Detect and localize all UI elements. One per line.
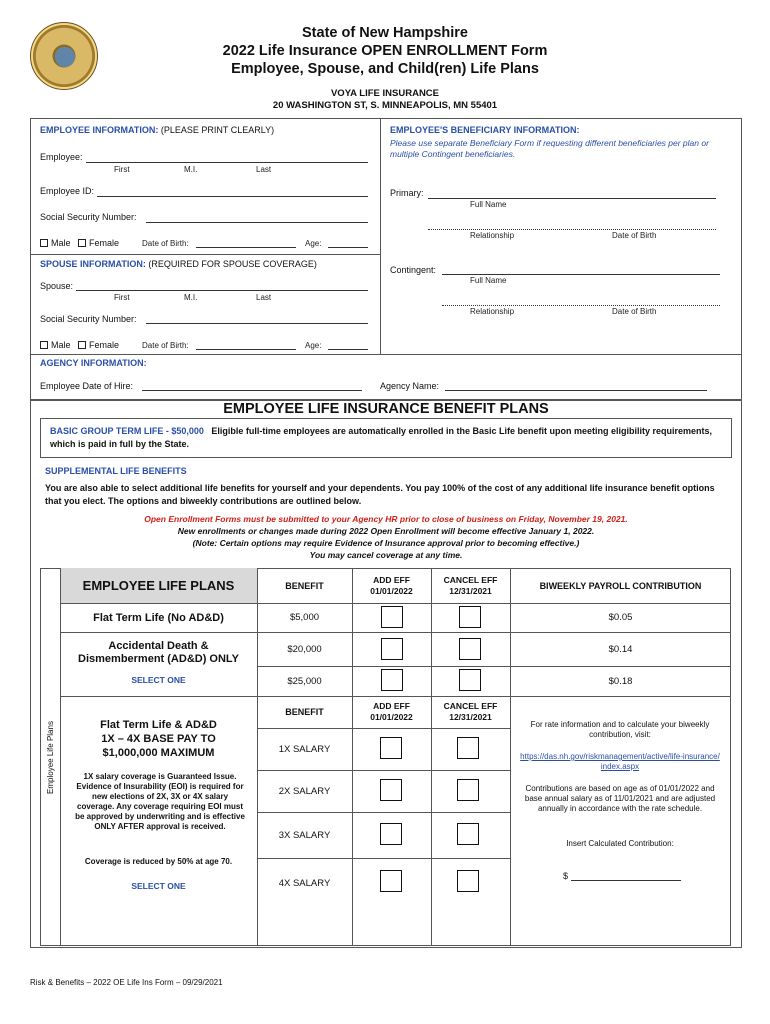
spouse-info-heading: SPOUSE INFORMATION: (REQUIRED FOR SPOUSE COVERAGE): [40, 259, 317, 269]
female-checkbox: [78, 239, 86, 247]
col-contrib-header: BIWEEKLY PAYROLL CONTRIBUTION: [539, 580, 702, 591]
combo-note: 1X salary coverage is Guaranteed Issue. Evidence of Insurability (EOI) is required for new elections of 2X, 3X or 4X salary coverage. Any coverage requiring EOI must be approved by underwriting and is effective ONLY AFTER approval is received.: [75, 772, 245, 831]
mi-caption: M.I.: [184, 165, 198, 174]
ssn-label: Social Security Number:: [40, 212, 137, 222]
eoi-note: (Note: Certain options may require Evidence of Insurance approval prior to becoming effective.): [192, 538, 580, 548]
spouse-female-checkbox: [78, 341, 86, 349]
salary-2x: 2X SALARY: [278, 785, 331, 797]
employee-id-field[interactable]: [97, 196, 368, 197]
x1-cancel-checkbox[interactable]: [457, 737, 479, 759]
flat-term-label: Flat Term Life (No AD&D): [93, 611, 224, 624]
col-cancel-header: CANCEL EFF 12/31/2021: [443, 574, 498, 596]
spouse-age-label: Age:: [305, 341, 322, 350]
spouse-name-label: Spouse:: [40, 281, 74, 291]
footer: Risk & Benefits – 2022 OE Life Ins Form – 09/29/2021: [30, 978, 223, 987]
agency-name-field[interactable]: [445, 390, 707, 391]
combo-cancel-header: CANCEL EFF 12/31/2021: [443, 701, 498, 722]
dob-caption-2: Date of Birth: [612, 307, 657, 316]
combo-benefit-header: BENEFIT: [285, 707, 324, 717]
spouse-male-checkbox: [40, 341, 48, 349]
add2-cancel-checkbox[interactable]: [459, 669, 481, 691]
deadline-note: Open Enrollment Forms must be submitted to your Agency HR prior to close of business on Friday, November 19, 2021.: [144, 514, 628, 524]
basic-life-text: BASIC GROUP TERM LIFE - $50,000 Eligible full-time employees are automatically enrolled in the Basic Life benefit upon meeting eligibility requirements, which is paid in full by the State.: [50, 426, 713, 449]
contrib-basis: Contributions are based on age as of 01/01/2022 and base annual salary as of 11/01/2021 and are adjusted annually in accordance with the rate schedule.: [524, 784, 716, 813]
employee-name-field[interactable]: [86, 162, 368, 163]
form-title: State of New Hampshire 2022 Life Insurance OPEN ENROLLMENT Form Employee, Spouse, and Child(ren) Life Plans: [222, 25, 548, 77]
full-name-caption: Full Name: [470, 200, 507, 209]
age-field[interactable]: [328, 247, 368, 248]
combo-add-header: ADD EFF 01/01/2022: [370, 701, 413, 722]
primary-rel-field[interactable]: [428, 229, 716, 230]
employee-id-label: Employee ID:: [40, 186, 95, 196]
effective-note: New enrollments or changes made during 2022 Open Enrollment will become effective January 1, 2022.: [177, 526, 595, 536]
beneficiary-heading: EMPLOYEE'S BENEFICIARY INFORMATION:: [390, 125, 580, 135]
spouse-gender-options[interactable]: Male Female: [40, 340, 119, 350]
dollar-sign: $: [563, 871, 569, 881]
add1-cancel-checkbox[interactable]: [459, 638, 481, 660]
col-benefit-header: BENEFIT: [285, 580, 324, 591]
x3-add-checkbox[interactable]: [380, 823, 402, 845]
flat-contrib: $0.05: [608, 612, 633, 623]
primary-name-field[interactable]: [428, 198, 716, 199]
spouse-last-caption: Last: [256, 293, 272, 302]
last-caption: Last: [256, 165, 272, 174]
spouse-ssn-label: Social Security Number:: [40, 314, 137, 324]
spouse-name-field[interactable]: [76, 290, 368, 291]
side-label: Employee Life Plans: [45, 720, 55, 794]
combo-title: Flat Term Life & AD&D 1X – 4X BASE PAY TO $1,000,000 MAXIMUM: [100, 719, 217, 759]
dob-field[interactable]: [196, 247, 296, 248]
primary-label: Primary:: [390, 188, 424, 198]
x4-cancel-checkbox[interactable]: [457, 870, 479, 892]
agency-heading: AGENCY INFORMATION:: [40, 358, 147, 368]
supplemental-text: You are also able to select additional life benefits for yourself and your dependents. You pay 100% of the cost of any additional life insurance benefit options that you elect. The options and biweekly contributions are outlined below.: [45, 483, 715, 506]
benefit-plans-title: EMPLOYEE LIFE INSURANCE BENEFIT PLANS: [223, 401, 549, 417]
contingent-rel-field[interactable]: [442, 305, 720, 306]
hire-date-label: Employee Date of Hire:: [40, 381, 134, 391]
spouse-ssn-field[interactable]: [146, 323, 368, 324]
col-add-header: ADD EFF 01/01/2022: [370, 574, 413, 596]
x2-cancel-checkbox[interactable]: [457, 779, 479, 801]
spouse-first-caption: First: [114, 293, 130, 302]
relationship-caption: Relationship: [470, 231, 515, 240]
x1-add-checkbox[interactable]: [380, 737, 402, 759]
combo-select-one: SELECT ONE: [131, 881, 186, 891]
add1-add-checkbox[interactable]: [381, 638, 403, 660]
rate-link[interactable]: https://das.nh.gov/riskmanagement/active/life-insurance/index.aspx: [520, 752, 720, 771]
add-contrib-1: $0.14: [608, 643, 633, 655]
gender-options[interactable]: Male Female: [40, 238, 119, 248]
contribution-field[interactable]: [571, 880, 681, 881]
x2-add-checkbox[interactable]: [380, 779, 402, 801]
age-label: Age:: [305, 239, 322, 248]
beneficiary-note: Please use separate Beneficiary Form if requesting different beneficiaries per plan or multiple Contingent beneficiaries.: [390, 138, 709, 159]
agency-name-label: Agency Name:: [380, 381, 440, 391]
insert-label: Insert Calculated Contribution:: [566, 839, 674, 848]
rate-info: For rate information and to calculate your biweekly contribution, visit:: [530, 720, 710, 739]
employee-name-label: Employee:: [40, 152, 83, 162]
salary-1x: 1X SALARY: [278, 743, 331, 755]
add-select-one: SELECT ONE: [131, 675, 186, 685]
supplemental-heading: SUPPLEMENTAL LIFE BENEFITS: [45, 466, 187, 476]
hire-date-field[interactable]: [142, 390, 362, 391]
add-contrib-2: $0.18: [608, 675, 633, 687]
cancel-note: You may cancel coverage at any time.: [309, 550, 463, 560]
flat-add-checkbox[interactable]: [381, 606, 403, 628]
salary-4x: 4X SALARY: [278, 877, 331, 889]
combo-reduce: Coverage is reduced by 50% at age 70.: [84, 857, 233, 866]
x4-add-checkbox[interactable]: [380, 870, 402, 892]
spouse-age-field[interactable]: [328, 349, 368, 350]
spouse-mi-caption: M.I.: [184, 293, 198, 302]
add-title: Accidental Death & Dismemberment (AD&D) ONLY: [78, 640, 239, 665]
full-name-caption-2: Full Name: [470, 276, 507, 285]
col-plans-header: EMPLOYEE LIFE PLANS: [82, 578, 235, 593]
spouse-dob-label: Date of Birth:: [142, 341, 189, 350]
dob-label: Date of Birth:: [142, 239, 189, 248]
employee-info-heading: EMPLOYEE INFORMATION: (PLEASE PRINT CLEARLY): [40, 125, 275, 135]
salary-3x: 3X SALARY: [278, 829, 331, 841]
x3-cancel-checkbox[interactable]: [457, 823, 479, 845]
flat-benefit: $5,000: [289, 612, 320, 623]
insurer-info: VOYA LIFE INSURANCE 20 WASHINGTON ST, S. MINNEAPOLIS, MN 55401: [272, 88, 498, 111]
add2-add-checkbox[interactable]: [381, 669, 403, 691]
relationship-caption-2: Relationship: [470, 307, 515, 316]
first-caption: First: [114, 165, 130, 174]
add-benefit-1: $20,000: [287, 643, 322, 655]
male-checkbox: [40, 239, 48, 247]
contingent-name-field[interactable]: [442, 274, 720, 275]
add-benefit-2: $25,000: [287, 675, 322, 687]
flat-cancel-checkbox[interactable]: [459, 606, 481, 628]
ssn-field[interactable]: [146, 222, 368, 223]
contingent-label: Contingent:: [390, 265, 437, 275]
dob-caption: Date of Birth: [612, 231, 657, 240]
spouse-dob-field[interactable]: [196, 349, 296, 350]
